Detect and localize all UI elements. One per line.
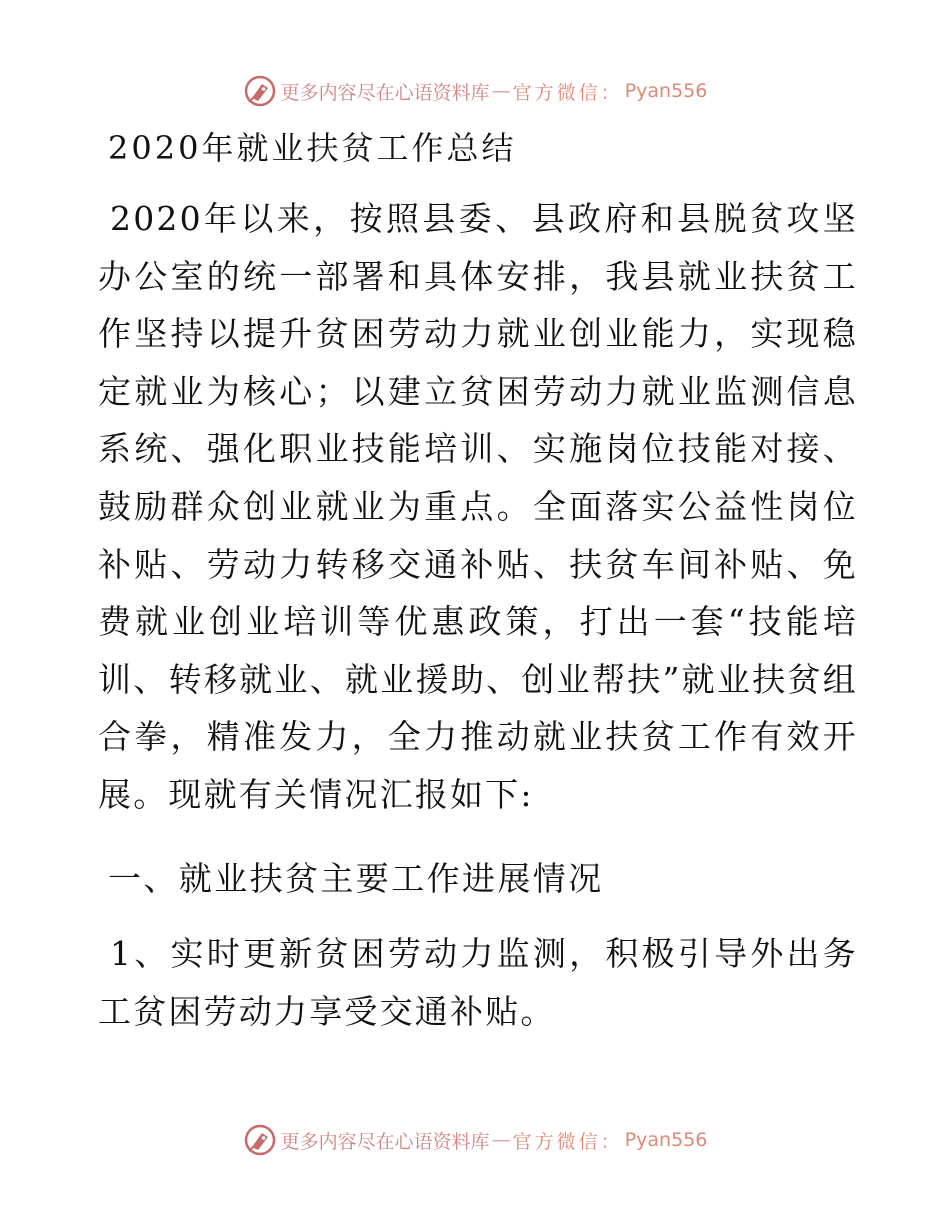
pen-nib-logo-icon [243,74,277,108]
watermark-brand-text: 更多内容尽在心语资料库 [280,81,490,104]
watermark-official-label: 官方微信： [512,81,623,104]
watermark-wechat-id: Pyan556 [624,1129,708,1151]
header-watermark [0,71,950,111]
pen-nib-logo-icon [243,1123,277,1157]
watermark-dash: — [491,80,511,102]
watermark-official-label: 官方微信： [512,1130,623,1153]
watermark-brand-text: 更多内容尽在心语资料库 [280,1130,490,1153]
watermark-dash: — [491,1129,511,1151]
document-title: 2020年就业扶贫工作总结 [108,129,517,167]
intro-paragraph: 2020年以来，按照县委、县政府和县脱贫攻坚办公室的统一部署和具体安排，我县就业扶贫工作坚持以提升贫困劳动力就业创业能力，实现稳定就业为核心；以建立贫困劳动力就业监测信息系统、强化职业技能培训、实施岗位技能对接、鼓励群众创业就业为重点。全面落实公益性岗位补贴、劳动力转移交通补贴、扶贫车间补贴、免费就业创业培训等优惠政策，打出一套“技能培训、转移就业、就业援助、创业帮扶”就业扶贫组合拳，精准发力，全力推动就业扶贫工作有效开展。现就有关情况汇报如下: [98,199,858,814]
item-1-paragraph: 1、实时更新贫困劳动力监测，积极引导外出务工贫困劳动力享受交通补贴。 [98,934,858,1031]
watermark-wechat-id: Pyan556 [624,80,708,102]
section-heading: 一、就业扶贫主要工作进展情况 [108,859,604,898]
footer-watermark [0,1120,950,1160]
